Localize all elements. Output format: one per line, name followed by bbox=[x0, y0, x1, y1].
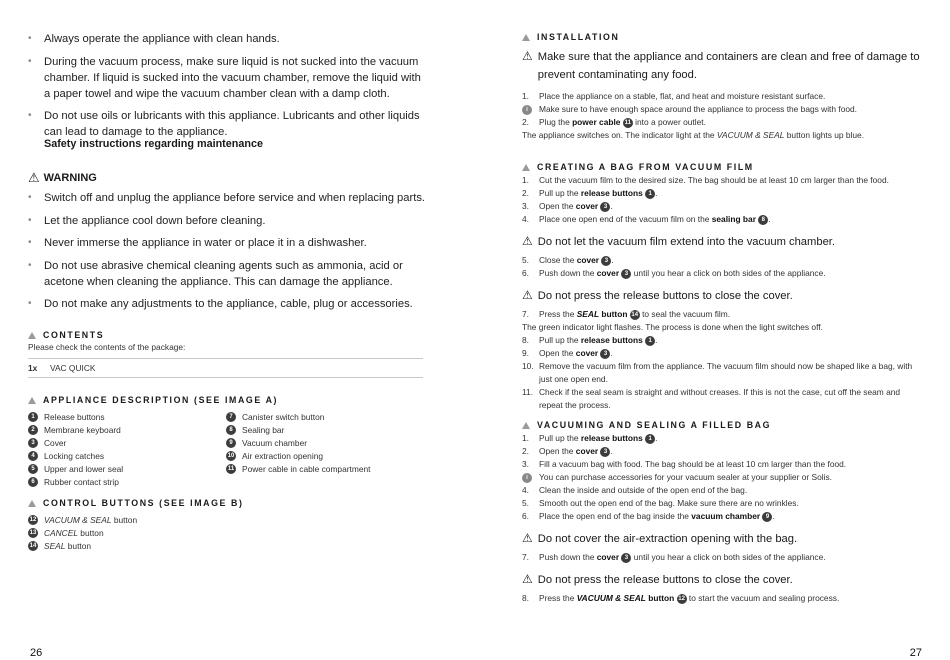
step-number: 6. bbox=[522, 511, 529, 521]
appliance-description-heading-text: APPLIANCE DESCRIPTION (SEE IMAGE A) bbox=[43, 395, 279, 405]
parts-grid bbox=[28, 410, 423, 488]
step-item bbox=[522, 254, 922, 267]
info-text: Make sure to have enough space around the appliance to process the bags with food. bbox=[539, 104, 857, 114]
installation-note bbox=[522, 129, 922, 142]
step-text: until you hear a click on both sides of the appliance. bbox=[631, 268, 826, 278]
step-text: Smooth out the open end of the bag. Make sure there are no wrinkles. bbox=[539, 498, 799, 508]
number-badge: 1 bbox=[28, 412, 38, 422]
part-label: Canister switch button bbox=[242, 411, 325, 422]
part-item bbox=[28, 449, 226, 462]
control-button-item bbox=[28, 526, 423, 539]
divider bbox=[28, 377, 423, 378]
step-number: 9. bbox=[522, 348, 529, 358]
part-label: Locking catches bbox=[44, 450, 105, 461]
step-number: 10. bbox=[522, 361, 534, 371]
vacuum-film-warning bbox=[522, 233, 922, 251]
number-badge: 5 bbox=[28, 464, 38, 474]
step-text: Open the bbox=[539, 201, 576, 211]
step-text: . bbox=[610, 348, 613, 358]
step-bold: cover bbox=[576, 255, 600, 265]
part-label: Release buttons bbox=[44, 411, 105, 422]
step-text: Open the bbox=[539, 348, 576, 358]
section-triangle-icon bbox=[522, 164, 530, 171]
number-badge: 1 bbox=[645, 434, 655, 444]
number-badge: 8 bbox=[226, 425, 236, 435]
part-item bbox=[226, 410, 424, 423]
vacuuming-heading-text: VACUUMING AND SEALING A FILLED BAG bbox=[537, 420, 772, 430]
step-bold-italic: SEAL bbox=[576, 309, 600, 319]
part-item bbox=[28, 423, 226, 436]
contents-section bbox=[28, 330, 423, 378]
step-text: Cut the vacuum film to the desired size. The bag should be at least 10 cm larger than the food. bbox=[539, 175, 889, 185]
installation-section bbox=[522, 32, 922, 142]
section-triangle-icon bbox=[28, 397, 36, 404]
step-text: . bbox=[772, 511, 775, 521]
step-item bbox=[522, 551, 922, 564]
appliance-description-section bbox=[28, 395, 423, 488]
step-number: 3. bbox=[522, 201, 529, 211]
bullet-item: • Do not make any adjustments to the appliance, cable, plug or accessories. bbox=[28, 296, 428, 312]
step-item bbox=[522, 445, 922, 458]
number-badge: 8 bbox=[758, 215, 768, 225]
step-bold: button bbox=[599, 309, 628, 319]
step-number: 1. bbox=[522, 433, 529, 443]
warning-text: Do not press the release buttons to close the cover. bbox=[537, 290, 793, 302]
number-badge: 4 bbox=[28, 451, 38, 461]
right-page bbox=[522, 0, 922, 660]
step-number: 1. bbox=[522, 91, 529, 101]
note-text: The appliance switches on. The indicator light at the bbox=[522, 130, 717, 140]
step-item bbox=[522, 432, 922, 445]
number-badge: 9 bbox=[762, 512, 772, 522]
step-number: 3. bbox=[522, 459, 529, 469]
number-badge: 14 bbox=[29, 542, 37, 549]
step-text: until you hear a click on both sides of the appliance. bbox=[631, 552, 826, 562]
number-badge: 3 bbox=[28, 438, 38, 448]
control-button-item bbox=[28, 513, 423, 526]
step-text: Press the bbox=[539, 593, 577, 603]
part-item bbox=[226, 449, 424, 462]
warning-icon: ⚠ bbox=[28, 170, 40, 185]
warning-heading bbox=[28, 171, 97, 184]
warning-text: Make sure that the appliance and containers are clean and free of damage to prevent contaminating any food. bbox=[537, 51, 920, 81]
part-item bbox=[226, 436, 424, 449]
step-item bbox=[522, 200, 922, 213]
warning-text: Do not cover the air-extraction opening with the bag. bbox=[537, 533, 798, 545]
contents-row bbox=[28, 359, 423, 377]
step-number: 2. bbox=[522, 446, 529, 456]
contents-qty: 1x bbox=[28, 362, 38, 373]
number-badge: 6 bbox=[28, 477, 38, 487]
section-triangle-icon bbox=[522, 422, 530, 429]
warning-bullets bbox=[28, 190, 428, 319]
warning-icon: ⚠ bbox=[522, 531, 533, 545]
release-buttons-warning bbox=[522, 571, 922, 589]
step-number: 4. bbox=[522, 485, 529, 495]
step-item bbox=[522, 360, 922, 386]
step-number: 1. bbox=[522, 175, 529, 185]
step-text: Remove the vacuum film from the appliance. The vacuum film should now be shaped like a bag, with just one open end. bbox=[539, 361, 913, 384]
step-bold: cover bbox=[575, 201, 599, 211]
step-text: Push down the bbox=[539, 552, 597, 562]
step-bold: release buttons bbox=[580, 335, 643, 345]
step-number: 7. bbox=[522, 309, 529, 319]
warning-icon: ⚠ bbox=[522, 49, 533, 63]
number-badge: 9 bbox=[226, 438, 236, 448]
number-badge: 1 bbox=[645, 189, 655, 199]
info-badge: i bbox=[522, 105, 532, 115]
info-item bbox=[522, 103, 922, 116]
creating-bag-section bbox=[522, 162, 922, 412]
step-text: Open the bbox=[539, 446, 576, 456]
warning-icon: ⚠ bbox=[522, 288, 533, 302]
info-icon bbox=[522, 471, 539, 484]
step-bold: release buttons bbox=[580, 433, 643, 443]
bullet-item: • Do not use abrasive chemical cleaning agents such as ammonia, acid or acetone when cleaning the appliance. This can damage the appliance. bbox=[28, 258, 428, 290]
button-name: SEAL bbox=[44, 540, 66, 551]
step-text: Pull up the bbox=[539, 335, 581, 345]
number-badge: 11 bbox=[227, 465, 235, 472]
number-badge: 13 bbox=[29, 529, 37, 536]
number-badge: 1 bbox=[645, 336, 655, 346]
bullet-item: • During the vacuum process, make sure liquid is not sucked into the vacuum chamber. If liquid is sucked into the vacuum chamber, remove the liquid with a paper towel and wipe the vacuum chamber clean with a damp cloth. bbox=[28, 54, 423, 102]
bullet-item: • Never immerse the appliance in water or place it in a dishwasher. bbox=[28, 235, 428, 251]
part-label: Power cable in cable compartment bbox=[242, 463, 371, 474]
step-item bbox=[522, 334, 922, 347]
step-text: Place the appliance on a stable, flat, and heat and moisture resistant surface. bbox=[539, 91, 826, 101]
step-item bbox=[522, 510, 922, 523]
step-item bbox=[522, 592, 922, 605]
step-bold: power cable bbox=[572, 117, 621, 127]
part-label: Upper and lower seal bbox=[44, 463, 124, 474]
part-label: Membrane keyboard bbox=[44, 424, 121, 435]
button-suffix: button bbox=[77, 527, 104, 538]
part-label: Vacuum chamber bbox=[242, 437, 308, 448]
step-bold: vacuum chamber bbox=[691, 511, 761, 521]
number-badge: 3 bbox=[621, 553, 631, 563]
step-number: 5. bbox=[522, 255, 529, 265]
maintenance-heading: Safety instructions regarding maintenance bbox=[44, 138, 263, 150]
step-bold: button bbox=[645, 593, 675, 603]
number-badge: 11 bbox=[624, 119, 631, 126]
step-number: 4. bbox=[522, 214, 529, 224]
installation-heading bbox=[522, 32, 922, 42]
contents-heading-text: CONTENTS bbox=[43, 330, 105, 340]
part-item bbox=[28, 462, 226, 475]
step-text: Fill a vacuum bag with food. The bag should be at least 10 cm larger than the food. bbox=[539, 459, 847, 469]
contents-intro: Please check the contents of the package: bbox=[28, 342, 186, 352]
step-item bbox=[522, 386, 922, 412]
vacuuming-section bbox=[522, 420, 922, 605]
step-item bbox=[522, 484, 922, 497]
info-badge: i bbox=[522, 473, 532, 483]
number-badge: 3 bbox=[601, 256, 611, 266]
section-triangle-icon bbox=[522, 34, 530, 41]
step-item bbox=[522, 187, 922, 200]
step-item bbox=[522, 213, 922, 226]
step-number: 6. bbox=[522, 268, 529, 278]
step-bold: cover bbox=[596, 552, 620, 562]
step-text: Push down the bbox=[539, 268, 597, 278]
section-triangle-icon bbox=[28, 332, 36, 339]
number-badge: 12 bbox=[678, 595, 685, 602]
step-text: Place the open end of the bag inside the bbox=[539, 511, 692, 521]
installation-warning bbox=[522, 48, 922, 84]
step-item bbox=[522, 308, 922, 321]
warning-icon: ⚠ bbox=[522, 234, 533, 248]
parts-column-1 bbox=[28, 410, 226, 488]
bullet-item: • Switch off and unplug the appliance before service and when replacing parts. bbox=[28, 190, 428, 206]
number-badge: 3 bbox=[600, 349, 610, 359]
control-buttons-heading-text: CONTROL BUTTONS (SEE IMAGE B) bbox=[43, 498, 244, 508]
warning-label: WARNING bbox=[43, 171, 97, 184]
number-badge: 2 bbox=[28, 425, 38, 435]
section-triangle-icon bbox=[28, 500, 36, 507]
step-item bbox=[522, 347, 922, 360]
step-text: . bbox=[610, 446, 613, 456]
info-icon bbox=[522, 103, 539, 116]
warning-text: Do not press the release buttons to close the cover. bbox=[537, 574, 793, 586]
step-number: 2. bbox=[522, 188, 529, 198]
step-bold: cover bbox=[596, 268, 620, 278]
info-item bbox=[522, 471, 922, 484]
contents-heading bbox=[28, 330, 423, 340]
bullet-item: • Do not use oils or lubricants with this appliance. Lubricants and other liquids can lead to damage to the appliance. bbox=[28, 108, 423, 140]
step-bold: sealing bar bbox=[711, 214, 756, 224]
step-text: . bbox=[655, 188, 658, 198]
step-text: . bbox=[610, 201, 613, 211]
number-badge: 3 bbox=[600, 447, 610, 457]
bullet-item: • Always operate the appliance with clean hands. bbox=[28, 31, 423, 47]
vacuuming-heading bbox=[522, 420, 922, 430]
part-label: Sealing bar bbox=[242, 424, 285, 435]
step-text: Pull up the bbox=[539, 188, 581, 198]
step-number: 2. bbox=[522, 117, 529, 127]
control-buttons-list bbox=[28, 513, 423, 552]
step-bold: release buttons bbox=[580, 188, 643, 198]
control-buttons-heading bbox=[28, 498, 423, 508]
note-text: button lights up blue. bbox=[784, 130, 865, 140]
step-item bbox=[522, 90, 922, 103]
control-buttons-section bbox=[28, 498, 423, 552]
step-number: 8. bbox=[522, 593, 529, 603]
step-text: Check if the seal seam is straight and without creases. If this is not the case, cut off the seam and repeat the process. bbox=[539, 387, 901, 410]
step-text: into a power outlet. bbox=[632, 117, 706, 127]
step-number: 5. bbox=[522, 498, 529, 508]
step-text: to seal the vacuum film. bbox=[639, 309, 731, 319]
part-item bbox=[28, 410, 226, 423]
part-item bbox=[226, 462, 424, 475]
step-item bbox=[522, 116, 922, 129]
control-button-item bbox=[28, 539, 423, 552]
step-text: . bbox=[768, 214, 771, 224]
appliance-description-heading bbox=[28, 395, 423, 405]
step-text: Pull up the bbox=[539, 433, 581, 443]
step-number: 11. bbox=[522, 387, 534, 397]
safety-bullets bbox=[28, 31, 423, 147]
step-text: to start the vacuum and sealing process. bbox=[686, 593, 840, 603]
step-text: Close the bbox=[539, 255, 577, 265]
creating-bag-heading bbox=[522, 162, 922, 172]
step-number: 8. bbox=[522, 335, 529, 345]
step-text: . bbox=[655, 335, 658, 345]
release-buttons-warning bbox=[522, 287, 922, 305]
number-badge: 7 bbox=[226, 412, 236, 422]
step-text: . bbox=[611, 255, 614, 265]
warning-text: Do not let the vacuum film extend into the vacuum chamber. bbox=[537, 236, 836, 248]
bullet-item: • Let the appliance cool down before cleaning. bbox=[28, 213, 428, 229]
number-badge: 12 bbox=[29, 516, 37, 523]
warning-icon: ⚠ bbox=[522, 572, 533, 586]
page-number-left: 26 bbox=[30, 647, 43, 659]
step-item bbox=[522, 174, 922, 187]
step-item bbox=[522, 458, 922, 471]
part-item bbox=[226, 423, 424, 436]
creating-bag-note: The green indicator light flashes. The process is done when the light switches off. bbox=[522, 322, 823, 332]
step-text: Plug the bbox=[539, 117, 573, 127]
number-badge: 3 bbox=[600, 202, 610, 212]
installation-heading-text: INSTALLATION bbox=[537, 32, 620, 42]
creating-bag-heading-text: CREATING A BAG FROM VACUUM FILM bbox=[537, 162, 754, 172]
number-badge: 14 bbox=[631, 311, 639, 318]
step-number: 7. bbox=[522, 552, 529, 562]
part-item bbox=[28, 475, 226, 488]
note-italic: VACUUM & SEAL bbox=[716, 130, 785, 140]
button-suffix: button bbox=[111, 514, 138, 525]
step-text: Press the bbox=[539, 309, 577, 319]
air-extraction-warning bbox=[522, 530, 922, 548]
step-item bbox=[522, 497, 922, 510]
part-label: Air extraction opening bbox=[242, 450, 324, 461]
step-bold-italic: VACUUM & SEAL bbox=[576, 593, 646, 603]
page-number-right: 27 bbox=[909, 647, 922, 659]
button-name: VACUUM & SEAL bbox=[44, 514, 112, 525]
step-item bbox=[522, 267, 922, 280]
step-text: Clean the inside and outside of the open end of the bag. bbox=[539, 485, 748, 495]
part-label: Rubber contact strip bbox=[44, 476, 119, 487]
step-text: Place one open end of the vacuum film on the bbox=[539, 214, 712, 224]
part-label: Cover bbox=[44, 437, 67, 448]
contents-item: VAC QUICK bbox=[50, 362, 96, 373]
step-bold: cover bbox=[575, 348, 599, 358]
step-bold: cover bbox=[575, 446, 599, 456]
step-text: . bbox=[655, 433, 658, 443]
part-item bbox=[28, 436, 226, 449]
number-badge: 10 bbox=[227, 452, 235, 459]
number-badge: 3 bbox=[621, 269, 631, 279]
button-name: CANCEL bbox=[44, 527, 78, 538]
button-suffix: button bbox=[65, 540, 92, 551]
info-text: You can purchase accessories for your vacuum sealer at your supplier or Solis. bbox=[539, 472, 832, 482]
parts-column-2 bbox=[226, 410, 424, 488]
left-page bbox=[28, 0, 426, 660]
